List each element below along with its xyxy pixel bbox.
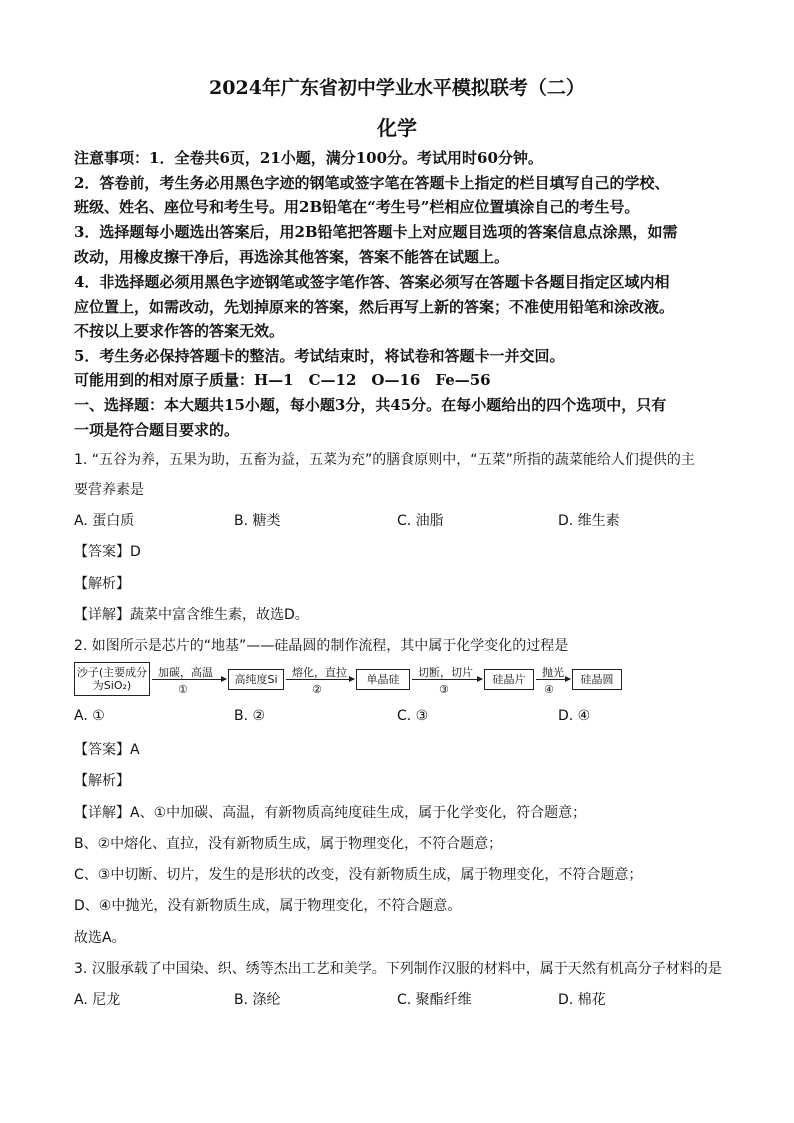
flow-step: ③: [439, 683, 449, 696]
q2-option-d: D. ④: [558, 708, 591, 724]
notes-line: 5．考生务必保持答题卡的整洁。考试结束时，将试卷和答题卡一并交回。: [74, 347, 565, 365]
notes-line: 2．答卷前，考生务必用黑色字迹的钢笔或签字笔在答题卡上指定的栏目填写自己的学校、: [74, 174, 670, 192]
notes-line: 4．非选择题必须用黑色字迹钢笔或签字笔作答、答案必须写在答题卡各题目指定区域内相: [74, 273, 670, 291]
flow-box-wafer: 硅晶圆: [572, 669, 622, 690]
notes-line: 班级、姓名、座位号和考生号。用2B铅笔在“考生号”栏相应位置填涂自己的考生号。: [74, 198, 640, 216]
q2-conclusion: 故选A。: [74, 930, 126, 946]
flow-arrow: [286, 679, 354, 680]
subject-title: 化学: [377, 116, 417, 140]
q2-detail: B、②中熔化、直拉，没有新物质生成，属于物理变化，不符合题意；: [74, 836, 503, 852]
flow-arrow: [152, 679, 226, 680]
q1-option-d: D. 维生素: [558, 513, 620, 529]
flow-arrow: [412, 679, 482, 680]
notes-line: 改动，用橡皮擦干净后，再选涂其他答案，答案不能答在试题上。: [74, 248, 510, 266]
flow-condition: 熔化，直拉: [292, 666, 347, 679]
flow-condition: 切断，切片: [418, 666, 473, 679]
notes-line: 应位置上，如需改动，先划掉原来的答案，然后再写上新的答案；不准使用铅笔和涂改液。: [74, 298, 675, 316]
section-heading: 一项是符合题目要求的。: [74, 421, 240, 439]
q3-stem: 3. 汉服承载了中国染、织、绣等杰出工艺和美学。下列制作汉服的材料中，属于天然有机高分子材料的是: [74, 961, 722, 977]
q3-option-a: A. 尼龙: [74, 992, 121, 1008]
notes-line: 注意事项：1．全卷共6页，21小题，满分100分。考试用时60分钟。: [74, 149, 543, 167]
notes-line: 不按以上要求作答的答案无效。: [74, 322, 285, 340]
flow-box-pure-si: 高纯度Si: [228, 669, 284, 690]
q1-option-b: B. 糖类: [234, 513, 281, 529]
q2-detail: D、④中抛光，没有新物质生成，属于物理变化，不符合题意。: [74, 898, 462, 914]
q1-option-c: C. 油脂: [397, 513, 444, 529]
flow-box-monocrystal: 单晶硅: [356, 669, 410, 690]
q1-stem: 1. “五谷为养，五果为助，五畜为益，五菜为充”的膳食原则中，“五菜”所指的蔬菜能给人们提供的主: [74, 452, 695, 468]
q1-analysis: 【解析】: [74, 576, 130, 592]
q2-option-c: C. ③: [397, 708, 429, 724]
q3-option-d: D. 棉花: [558, 992, 606, 1008]
flow-box-sand: 沙子(主要成分为SiO₂): [74, 662, 150, 696]
flow-step: ④: [544, 683, 554, 696]
q1-option-a: A. 蛋白质: [74, 513, 135, 529]
q2-option-b: B. ②: [234, 708, 266, 724]
q2-stem: 2. 如图所示是芯片的“地基”——硅晶圆的制作流程，其中属于化学变化的过程是: [74, 638, 569, 654]
flow-step: ①: [178, 683, 188, 696]
exam-title: 2024年广东省初中学业水平模拟联考（二）: [209, 77, 585, 99]
q2-detail: C、③中切断、切片，发生的是形状的改变，没有新物质生成，属于物理变化，不符合题意；: [74, 867, 643, 883]
flow-box-wafer-slice: 硅晶片: [484, 669, 534, 690]
q1-detail: 【详解】蔬菜中富含维生素，故选D。: [74, 607, 309, 623]
flow-arrow: [536, 679, 570, 680]
q1-answer: 【答案】D: [74, 544, 141, 560]
flow-step: ②: [312, 683, 322, 696]
q3-option-b: B. 涤纶: [234, 992, 281, 1008]
q1-stem: 要营养素是: [74, 482, 144, 498]
silicon-wafer-flowchart: [74, 660, 634, 700]
flow-condition: 加碳，高温: [158, 666, 213, 679]
section-heading: 一、选择题：本大题共15小题，每小题3分，共45分。在每小题给出的四个选项中，只有: [74, 396, 667, 414]
notes-line: 3．选择题每小题选出答案后，用2B铅笔把答题卡上对应题目选项的答案信息点涂黑，如需: [74, 223, 678, 241]
q2-analysis: 【解析】: [74, 773, 130, 789]
atomic-mass-line: 可能用到的相对原子质量：H—1 C—12 O—16 Fe—56: [74, 371, 491, 389]
q2-option-a: A. ①: [74, 708, 105, 724]
q2-answer: 【答案】A: [74, 742, 140, 758]
q2-detail: 【详解】A、①中加碳、高温，有新物质高纯度硅生成，属于化学变化，符合题意；: [74, 805, 587, 821]
flow-condition: 抛光: [542, 666, 564, 679]
q3-option-c: C. 聚酯纤维: [397, 992, 472, 1008]
